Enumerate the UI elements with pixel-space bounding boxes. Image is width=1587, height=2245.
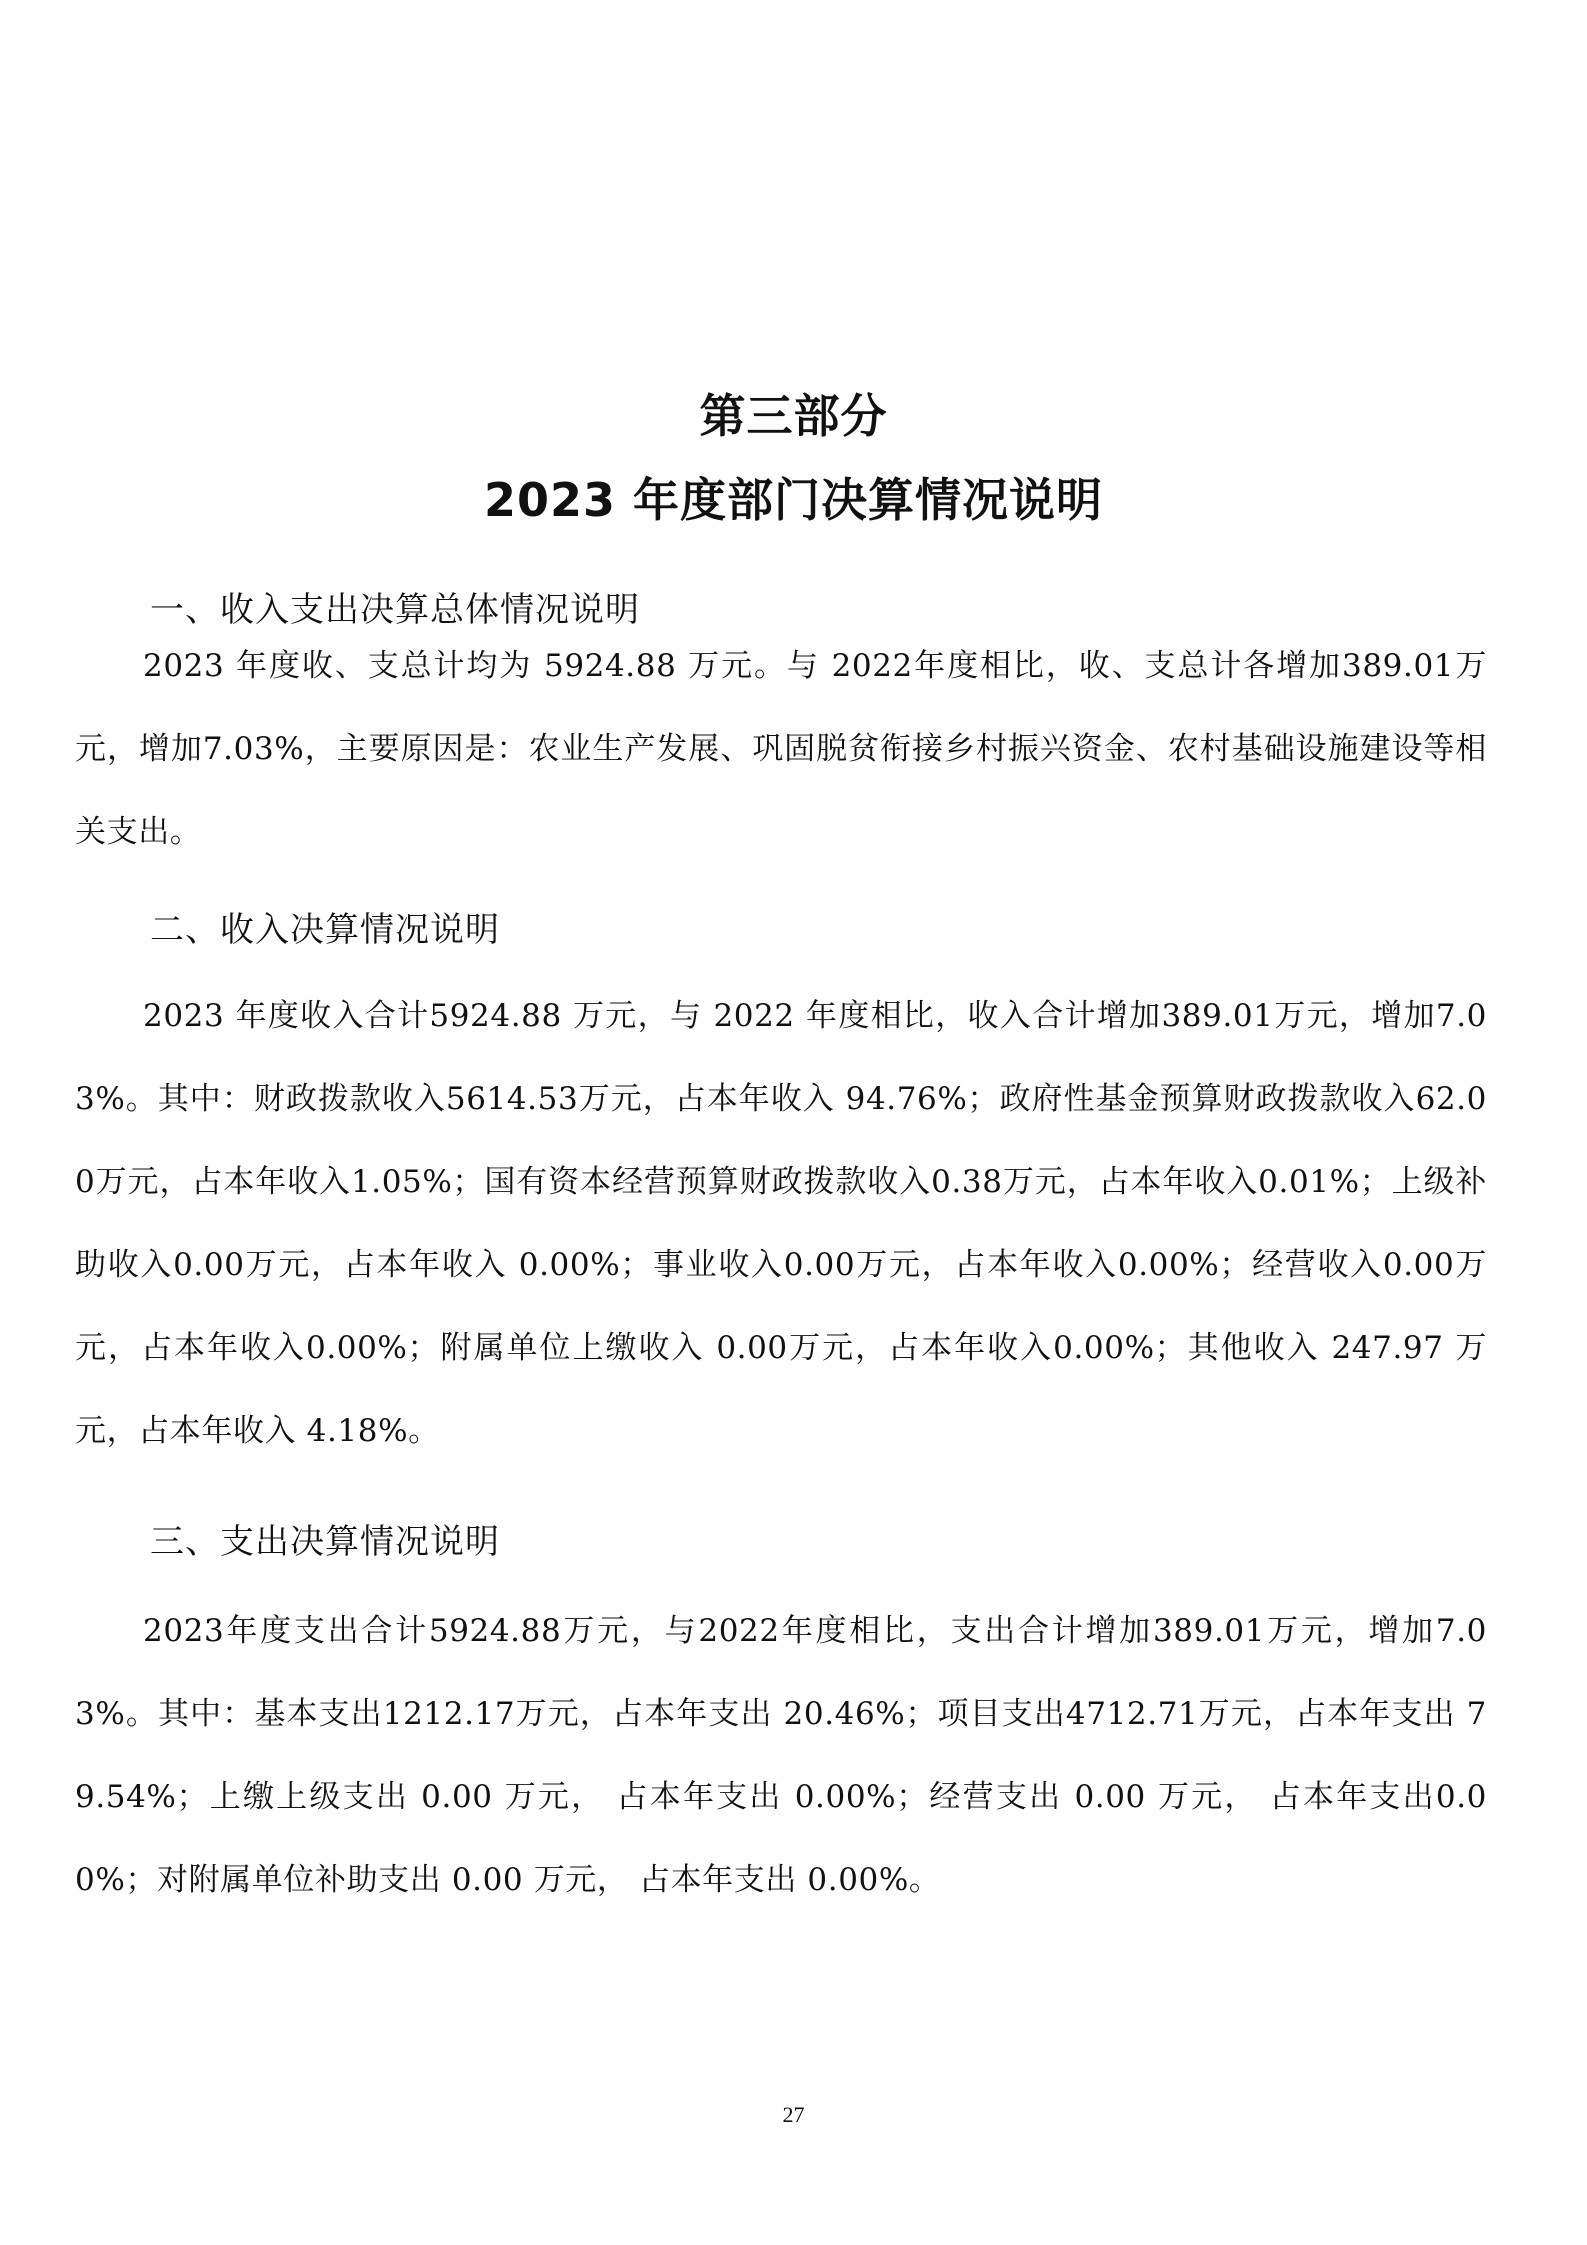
part-title: 第三部分 xyxy=(699,389,888,443)
section-paragraph-income: 2023 年度收入合计5924.88 万元，与 2022 年度相比，收入合计增加389.01万元，增加7.03%。其中：财政拨款收入5614.53万元，占本年收入 94.76%；政府性基金预算财政拨款收入62.00万元，占本年收入1.05%；国有资本经营预算财政拨款收入0.38万元，占本年收入0.01%；上级补助收入0.00万元，占本年收入 0.00%；事业收入0.00万元，占本年收入0.00%；经营收入0.00万元，占本年收入0.00%；附属单位上缴收入 0.00万元，占本年收入0.00%；其他收入 247.97 万元，占本年收入 4.18%。 xyxy=(75,998,1487,1449)
section-heading-expenditure: 三、支出决算情况说明 xyxy=(150,1522,500,1562)
section-heading-overall: 一、收入支出决算总体情况说明 xyxy=(150,590,640,630)
section-paragraph-expenditure: 2023年度支出合计5924.88万元，与2022年度相比，支出合计增加389.01万元，增加7.03%。其中：基本支出1212.17万元，占本年支出 20.46%；项目支出4712.71万元，占本年支出 79.54%；上缴上级支出 0.00 万元， 占本年支出 0.00%；经营支出 0.00 万元， 占本年支出0.00%；对附属单位补助支出 0.00 万元， 占本年支出 0.00%。 xyxy=(75,1613,1487,1898)
document-title: 2023 年度部门决算情况说明 xyxy=(483,473,1104,527)
section-paragraph-overall: 2023 年度收、支总计均为 5924.88 万元。与 2022年度相比，收、支总计各增加389.01万元，增加7.03%，主要原因是：农业生产发展、巩固脱贫衔接乡村振兴资金、农村基础设施建设等相关支出。 xyxy=(75,648,1487,850)
section-heading-income: 二、收入决算情况说明 xyxy=(150,910,500,950)
page-number: 27 xyxy=(782,2102,805,2127)
